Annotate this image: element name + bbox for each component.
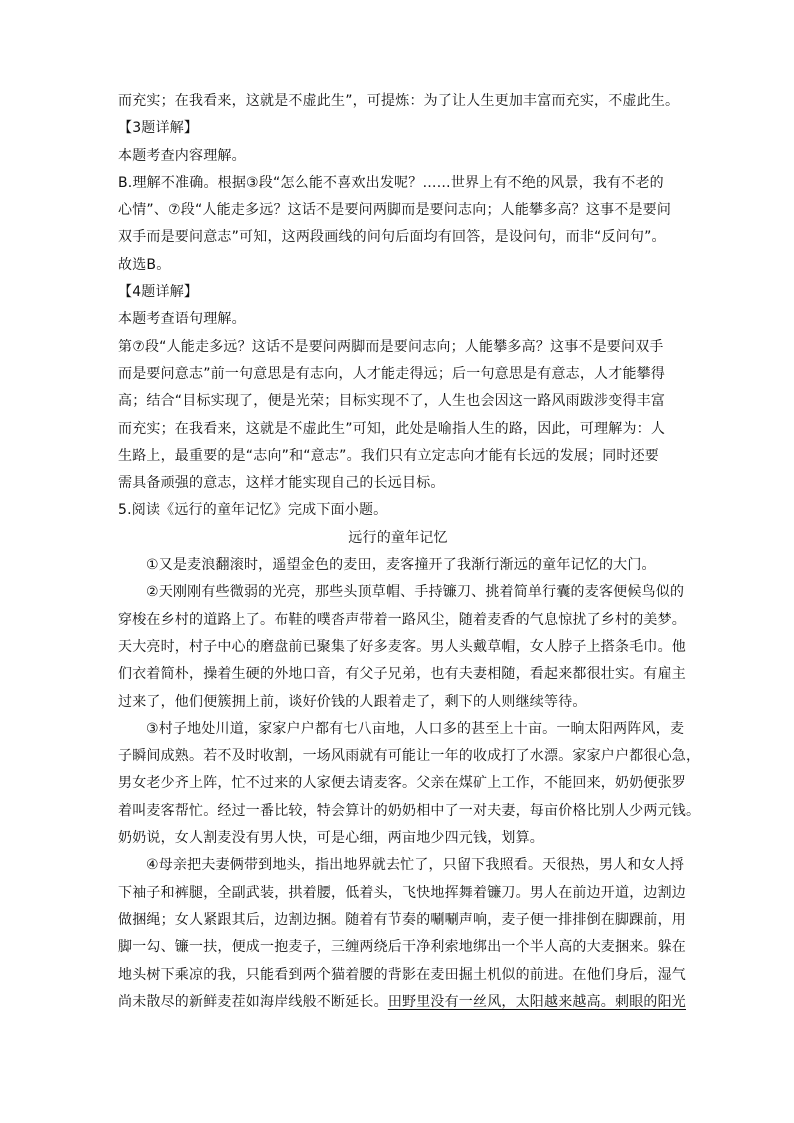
text-line: 而充实；在我看来，这就是不虚此生”，可提炼：为了让人生更加丰富而充实，不虚此生。 <box>118 93 680 109</box>
paragraph-3-line: 子瞬间成熟。若不及时收割，一场风雨就有可能让一年的收成打了水漂。家家户户都很心急， <box>118 748 701 765</box>
paragraph-3-line: 奶奶说，女人割麦没有男人快，可是心细，两亩地少四元钱，划算。 <box>118 830 544 847</box>
text-line: 故选B。 <box>118 256 171 273</box>
text-line: 本题考查语句理解。 <box>118 311 246 328</box>
paragraph-4-line <box>118 989 687 1016</box>
paragraph-4-line: 下袖子和裤腿，全副武装，拱着腰，低着头，飞快地挥舞着镰刀。男人在前边开道，边割边 <box>118 884 686 901</box>
text-line: 需具备顽强的意志，这样才能实现自己的长远目标。 <box>118 475 445 492</box>
paragraph-2-line: 天大亮时，村子中心的磨盘前已聚集了好多麦客。男人头戴草帽，女人脖子上搭条毛巾。他 <box>118 638 686 655</box>
paragraph-4-line: ④母亲把夫妻俩带到地头，指出地界就去忙了，只留下我照看。天很热，男人和女人捋 <box>146 857 685 874</box>
paragraph-3-line: 着叫麦客帮忙。经过一番比较，特会算计的奶奶相中了一对夫妻，每亩价格比别人少两元钱。 <box>118 802 701 819</box>
text-line: 而是要问意志”前一句意思是有志向，人才能走得远；后一句意思是有意志，人才能攀得 <box>118 365 666 382</box>
paragraph-2-line: 们衣着简朴，操着生硬的外地口音，有父子兄弟，也有夫妻相随，看起来都很壮实。有雇主 <box>118 666 686 683</box>
paragraph-1-line: ①又是麦浪翻滚时，遥望金色的麦田，麦客撞开了我渐行渐远的童年记忆的大门。 <box>146 557 656 574</box>
paragraph-4-line: 做捆绳；女人紧跟其后，边割边捆。随着有节奏的唰唰声响，麦子便一排排倒在脚踝前，用 <box>118 911 686 928</box>
paragraph-4-line: 地头树下乘凉的我，只能看到两个猫着腰的背影在麦田掘土机似的前进。在他们身后，湿气 <box>118 966 686 983</box>
question-5-prompt: 5.阅读《远行的童年记忆》完成下面小题。 <box>118 502 388 519</box>
document-body <box>118 88 701 1016</box>
text-line: 而充实；在我看来，这就是不虚此生”可知，此处是喻指人生的路，因此，可理解为：人 <box>118 420 666 437</box>
text-line: 双手而是要问意志”可知，这两段画线的问句后面均有回答，是设问句，而非“反问句”。 <box>118 229 666 246</box>
article-title: 远行的童年记忆 <box>348 529 448 546</box>
text-line: 生路上，最重要的是“志向”和“意志”。我们只有立定志向才能有长远的发展；同时还要 <box>118 447 660 464</box>
paragraph-4-line: 脚一勾、镰一扶，便成一抱麦子，三缠两绕后干净利索地绑出一个半人高的大麦捆来。躲在 <box>118 939 686 956</box>
text-line: 高；结合“目标实现了，便是光荣；目标实现不了，人生也会因这一路风雨跋涉变得丰富 <box>118 393 666 410</box>
paragraph-2-line: ②天刚刚有些微弱的光亮，那些头顶草帽、手持镰刀、挑着简单行囊的麦客便候鸟似的 <box>146 584 685 601</box>
text-line: 第⑦段“人能走多远？这话不是要问两脚而是要问志向；人能攀多高？这事不是要问双手 <box>118 338 664 355</box>
underlined-sentence: 田野里没有一丝风，太阳越来越高。刺眼的阳光 <box>387 993 687 1010</box>
text-line: 心情”、⑦段“人能走多远？这话不是要问两脚而是要问志向；人能攀多高？这事不是要问 <box>118 202 672 219</box>
paragraph-3-line: ③村子地处川道，家家户户都有七八亩地，人口多的甚至上十亩。一晌太阳两阵风，麦 <box>146 720 685 737</box>
paragraph-2-line: 过来了，他们便簇拥上前，谈好价钱的人跟着走了，剩下的人则继续等待。 <box>118 693 587 710</box>
paragraph-2-line: 穿梭在乡村的道路上了。布鞋的噗沓声带着一路风尘，随着麦香的气息惊扰了乡村的美梦。 <box>118 611 686 628</box>
paragraph-4-text: 尚未散尽的新鲜麦茬如海岸线般不断延长。 <box>118 993 388 1010</box>
section-heading-q4: 【4题详解】 <box>118 284 199 301</box>
text-line: B.理解不准确。根据③段“怎么能不喜欢出发呢？……世界上有不绝的风景，我有不老的 <box>118 174 664 191</box>
section-heading-q3: 【3题详解】 <box>118 120 199 137</box>
paragraph-3-line: 男女老少齐上阵，忙不过来的人家便去请麦客。父亲在煤矿上工作，不能回来，奶奶便张罗 <box>118 775 686 792</box>
text-line: 本题考查内容理解。 <box>118 147 246 164</box>
